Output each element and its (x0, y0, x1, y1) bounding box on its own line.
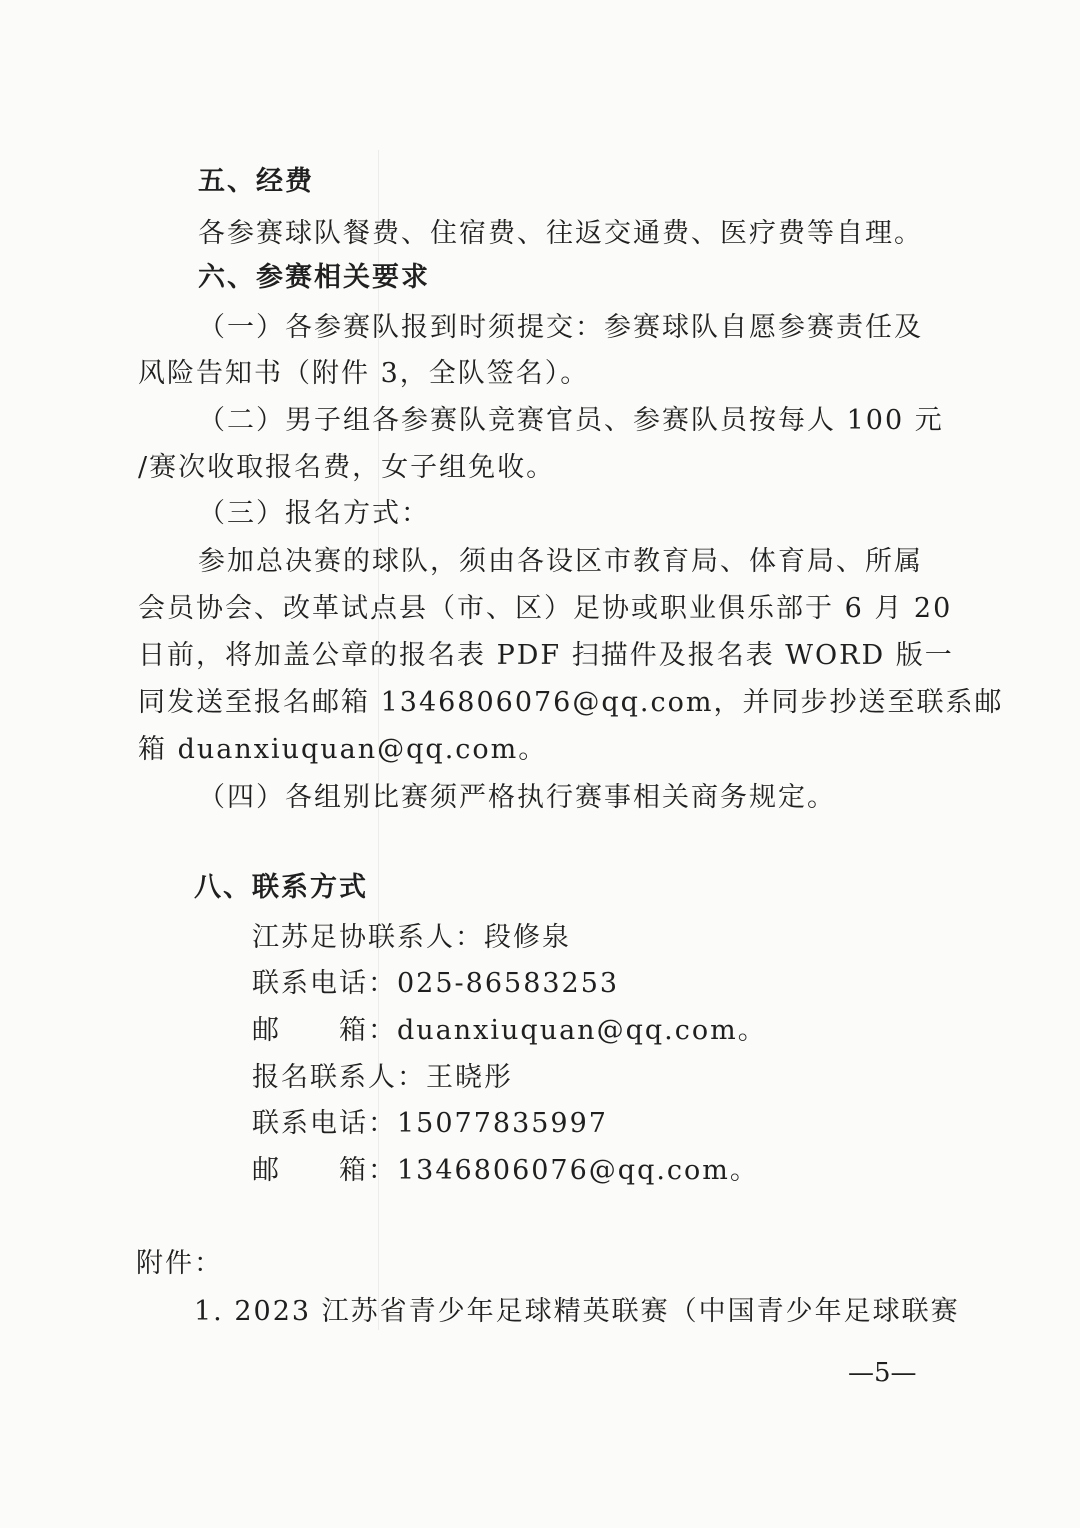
registration-contact-phone: 联系电话：15077835997 (252, 1108, 608, 1139)
requirement-3-line-2: 会员协会、改革试点县（市、区）足协或职业俱乐部于 6 月 20 (138, 593, 953, 624)
section-heading-funding: 五、经费 (198, 166, 314, 197)
requirement-2-line-1: （二）男子组各参赛队竞赛官员、参赛队员按每人 100 元 (198, 405, 944, 436)
requirement-1-line-1: （一）各参赛队报到时须提交：参赛球队自愿参赛责任及 (198, 312, 923, 343)
section-heading-requirements: 六、参赛相关要求 (198, 262, 430, 293)
jiangsu-contact-person: 江苏足协联系人：段修泉 (252, 922, 571, 953)
section-heading-contact: 八、联系方式 (194, 872, 368, 903)
jiangsu-contact-email: 邮 箱：duanxiuquan@qq.com。 (252, 1015, 767, 1046)
registration-contact-email: 邮 箱：1346806076@qq.com。 (252, 1155, 759, 1186)
requirement-3-line-1: 参加总决赛的球队，须由各设区市教育局、体育局、所属 (198, 546, 923, 577)
page-number: —5— (848, 1358, 917, 1388)
attachments-label: 附件： (136, 1248, 223, 1279)
requirement-3-heading: （三）报名方式： (198, 498, 430, 529)
requirement-1-line-2: 风险告知书（附件 3，全队签名）。 (138, 358, 590, 389)
requirement-2-line-2: /赛次收取报名费，女子组免收。 (138, 452, 556, 483)
requirement-3-line-4: 同发送至报名邮箱 1346806076@qq.com，并同步抄送至联系邮 (138, 687, 1004, 718)
registration-contact-person: 报名联系人：王晓彤 (252, 1062, 513, 1093)
requirement-4-line-1: （四）各组别比赛须严格执行赛事相关商务规定。 (198, 782, 836, 813)
requirement-3-line-3: 日前，将加盖公章的报名表 PDF 扫描件及报名表 WORD 版一 (138, 640, 954, 671)
attachment-item-1: 1. 2023 江苏省青少年足球精英联赛（中国青少年足球联赛 (194, 1296, 960, 1327)
funding-text: 各参赛球队餐费、住宿费、往返交通费、医疗费等自理。 (198, 218, 923, 249)
jiangsu-contact-phone: 联系电话：025-86583253 (252, 968, 620, 999)
requirement-3-line-5: 箱 duanxiuquan@qq.com。 (138, 734, 548, 765)
